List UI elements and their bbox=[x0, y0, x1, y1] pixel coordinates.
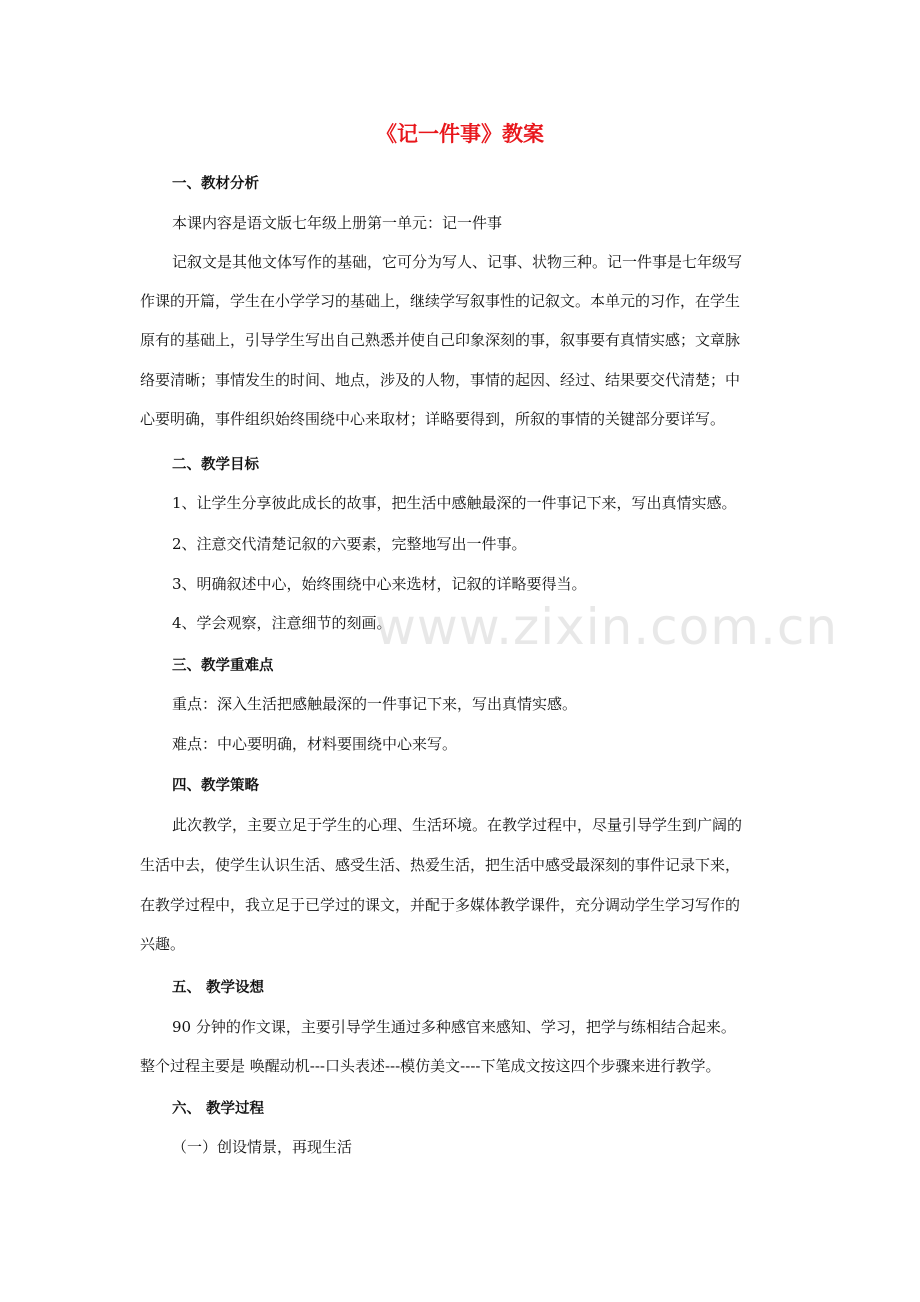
process-step: （一）创设情景，再现生活 bbox=[172, 1138, 353, 1156]
section-4-para-line: 此次教学，主要立足于学生的心理、生活环境。在教学过程中，尽量引导学生到广阔的 bbox=[172, 816, 743, 834]
section-heading-4: 四、教学策略 bbox=[172, 778, 259, 794]
section-1-para-line: 原有的基础上，引导学生写出自己熟悉并使自己印象深刻的事，叙事要有真情实感；文章脉 bbox=[140, 331, 741, 349]
section-5-para-line: 整个过程主要是 唤醒动机---口头表述---模仿美文----下笔成文按这四个步骤来进行教学。 bbox=[140, 1057, 721, 1075]
section-4-para-line: 兴趣。 bbox=[140, 935, 186, 953]
key-point: 重点：深入生活把感触最深的一件事记下来，写出真情实感。 bbox=[172, 695, 578, 713]
section-4-para-line: 生活中去，使学生认识生活、感受生活、热爱生活，把生活中感受最深刻的事件记录下来， bbox=[140, 856, 741, 874]
objective-item: 3、明确叙述中心，始终围绕中心来选材，记叙的详略要得当。 bbox=[172, 575, 587, 593]
document-title: 《记一件事》教案 bbox=[376, 122, 544, 146]
section-heading-1: 一、教材分析 bbox=[172, 176, 259, 192]
section-1-para-line: 络要清晰；事情发生的时间、地点，涉及的人物，事情的起因、经过、结果要交代清楚；中 bbox=[140, 371, 741, 389]
section-5-para-line: 90 分钟的作文课，主要引导学生通过多种感官来感知、学习，把学与练相结合起来。 bbox=[172, 1018, 736, 1036]
section-1-para-line: 记叙文是其他文体写作的基础，它可分为写人、记事、状物三种。记一件事是七年级写 bbox=[172, 253, 743, 271]
section-heading-3: 三、教学重难点 bbox=[172, 658, 274, 674]
watermark: www.zixin.com.cn bbox=[375, 598, 839, 656]
objective-item: 1、让学生分享彼此成长的故事，把生活中感触最深的一件事记下来，写出真情实感。 bbox=[172, 494, 737, 512]
objective-item: 4、学会观察，注意细节的刻画。 bbox=[172, 614, 392, 632]
difficult-point: 难点：中心要明确，材料要围绕中心来写。 bbox=[172, 735, 458, 753]
section-4-para-line: 在教学过程中，我立足于已学过的课文，并配于多媒体教学课件，充分调动学生学习写作的 bbox=[140, 896, 741, 914]
objective-item: 2、注意交代清楚记叙的六要素，完整地写出一件事。 bbox=[172, 535, 527, 553]
section-heading-5: 五、 教学设想 bbox=[172, 980, 265, 996]
section-1-para-line: 心要明确，事件组织始终围绕中心来取材；详略要得到，所叙的事情的关键部分要详写。 bbox=[140, 410, 726, 428]
section-1-para-line: 作课的开篇，学生在小学学习的基础上，继续学写叙事性的记叙文。本单元的习作，在学生 bbox=[140, 292, 741, 310]
section-1-intro: 本课内容是语文版七年级上册第一单元：记一件事 bbox=[172, 214, 503, 232]
section-heading-2: 二、教学目标 bbox=[172, 457, 259, 473]
section-heading-6: 六、 教学过程 bbox=[172, 1101, 265, 1117]
